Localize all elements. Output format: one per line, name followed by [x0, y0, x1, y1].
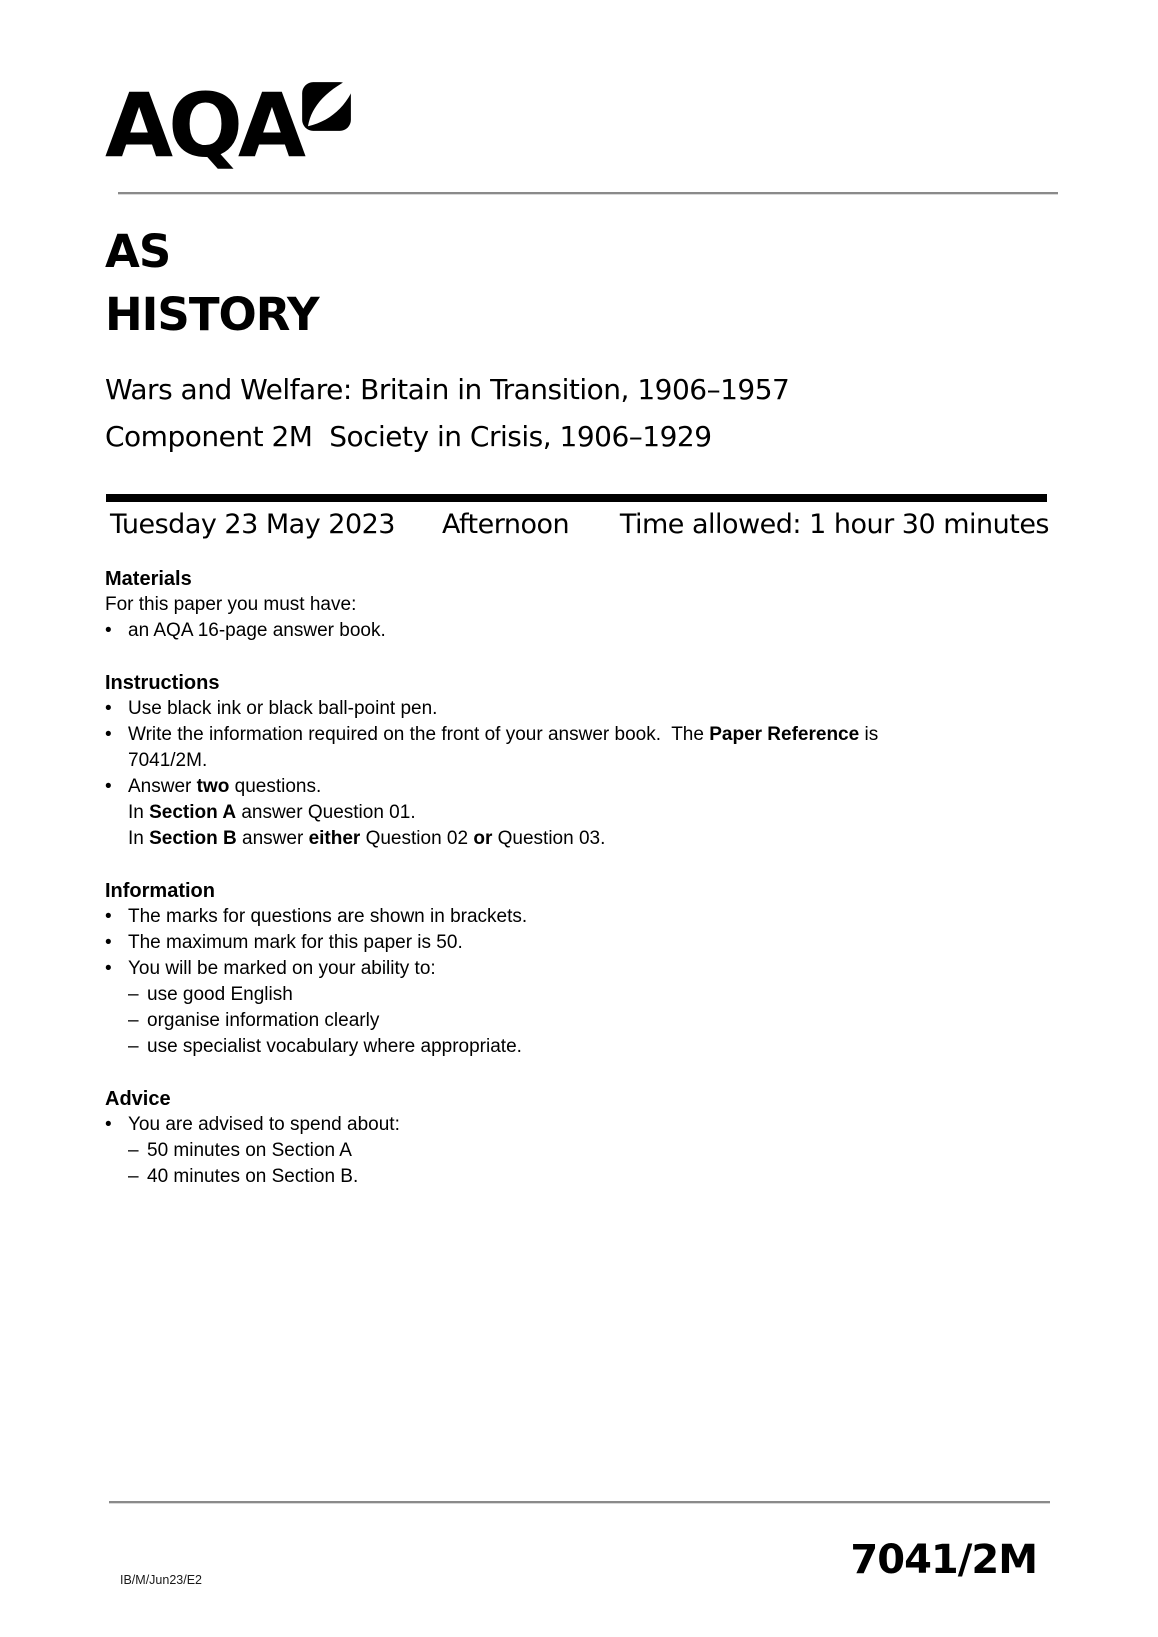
text-segment: The maximum mark for this paper is 50. [128, 932, 463, 953]
text-segment: an AQA 16-page answer book. [128, 620, 386, 641]
line-text [128, 1112, 1043, 1138]
text-line [105, 618, 1043, 644]
footer-divider [109, 1501, 1050, 1504]
text-segment: either [308, 828, 361, 849]
text-segment: 7041/2M. [128, 750, 208, 771]
text-segment: For this paper you must have: [105, 594, 357, 615]
text-line [105, 982, 1043, 1008]
text-segment: Paper Reference [709, 724, 860, 745]
text-segment: Section A [149, 802, 237, 823]
text-segment: Answer [128, 776, 197, 797]
text-segment: use good English [147, 984, 293, 1005]
text-segment: Question 03. [492, 828, 606, 849]
text-line [105, 904, 1043, 930]
list-marker: • [105, 724, 112, 745]
list-marker: – [128, 1166, 139, 1187]
list-marker: – [128, 1010, 139, 1031]
page-title [105, 220, 319, 346]
line-text [128, 930, 1043, 956]
text-segment: In [128, 802, 150, 823]
section-instructions [105, 670, 1043, 852]
section-information [105, 878, 1043, 1060]
text-line [105, 1034, 1043, 1060]
section-heading: Materials [105, 568, 192, 590]
text-segment: is [859, 724, 879, 745]
text-line [105, 956, 1043, 982]
title-divider [106, 494, 1047, 502]
paper-code: 7041/2M [850, 1537, 1037, 1583]
section-heading: Advice [105, 1088, 171, 1110]
text-line [105, 800, 1043, 826]
section-heading: Information [105, 880, 215, 902]
exam-session-line [105, 508, 1049, 542]
text-line [105, 930, 1043, 956]
section-advice [105, 1086, 1043, 1190]
list-marker: – [128, 1140, 139, 1161]
line-text [128, 904, 1043, 930]
section-materials [105, 566, 1043, 644]
list-marker: – [128, 1036, 139, 1057]
text-segment: organise information clearly [147, 1010, 380, 1031]
line-text [147, 1164, 1043, 1190]
text-segment: Write the information required on the front of your answer book. The [128, 724, 710, 745]
line-text [147, 1008, 1043, 1034]
line-text [128, 800, 1043, 826]
aqa-logo [105, 74, 302, 177]
text-segment: answer [236, 828, 309, 849]
list-marker: • [105, 958, 112, 979]
line-text [128, 696, 1043, 722]
list-marker: – [128, 984, 139, 1005]
list-marker: • [105, 1114, 112, 1135]
front-page-sections [105, 566, 1043, 1190]
time-allowed: Time allowed: 1 hour 30 minutes [619, 509, 1049, 540]
reference-code: IB/M/Jun23/E2 [120, 1573, 202, 1587]
list-marker: • [105, 932, 112, 953]
subject-name: HISTORY [105, 288, 319, 341]
text-segment: use specialist vocabulary where appropriate. [147, 1036, 522, 1057]
text-segment: 50 minutes on Section A [147, 1140, 352, 1161]
line-text [128, 748, 1043, 774]
qualification-level: AS [105, 225, 171, 278]
text-line [105, 722, 1043, 748]
component-title: Component 2M Society in Crisis, 1906–1929 [105, 420, 712, 453]
line-text [128, 774, 1043, 800]
text-line [105, 1164, 1043, 1190]
text-line [105, 826, 1043, 852]
text-line [105, 748, 1043, 774]
text-segment: You are advised to spend about: [128, 1114, 400, 1135]
section-lines [105, 592, 1043, 644]
text-segment: 40 minutes on Section B. [147, 1166, 359, 1187]
text-line [105, 1008, 1043, 1034]
line-text [147, 982, 1043, 1008]
section-lines [105, 696, 1043, 852]
exam-session: Afternoon [442, 509, 570, 540]
line-text [147, 1034, 1043, 1060]
text-segment: Use black ink or black ball-point pen. [128, 698, 438, 719]
text-line [105, 1138, 1043, 1164]
list-marker: • [105, 906, 112, 927]
section-heading: Instructions [105, 672, 220, 694]
list-marker: • [105, 698, 112, 719]
line-text [128, 956, 1043, 982]
text-segment: answer Question 01. [236, 802, 416, 823]
list-marker: • [105, 776, 112, 797]
aqa-logo-text: AQA [105, 74, 302, 177]
text-segment: You will be marked on your ability to: [128, 958, 436, 979]
text-segment: Question 02 [360, 828, 474, 849]
text-segment: The marks for questions are shown in brackets. [128, 906, 528, 927]
text-segment: In [128, 828, 150, 849]
line-text [128, 826, 1043, 852]
line-text [105, 592, 1043, 618]
text-segment: two [196, 776, 230, 797]
text-line [105, 592, 1043, 618]
line-text [147, 1138, 1043, 1164]
text-segment: Section B [149, 828, 237, 849]
section-lines [105, 904, 1043, 1060]
line-text [128, 722, 1043, 748]
text-segment: or [473, 828, 493, 849]
section-lines [105, 1112, 1043, 1190]
text-segment: questions. [229, 776, 322, 797]
paper-subtitle [105, 366, 789, 460]
aqa-leaf-icon [301, 74, 359, 132]
line-text [128, 618, 1043, 644]
list-marker: • [105, 620, 112, 641]
exam-date: Tuesday 23 May 2023 [110, 509, 395, 540]
unit-title: Wars and Welfare: Britain in Transition, 1906–1957 [105, 373, 790, 406]
text-line [105, 1112, 1043, 1138]
text-line [105, 774, 1043, 800]
header-divider [118, 192, 1058, 195]
text-line [105, 696, 1043, 722]
